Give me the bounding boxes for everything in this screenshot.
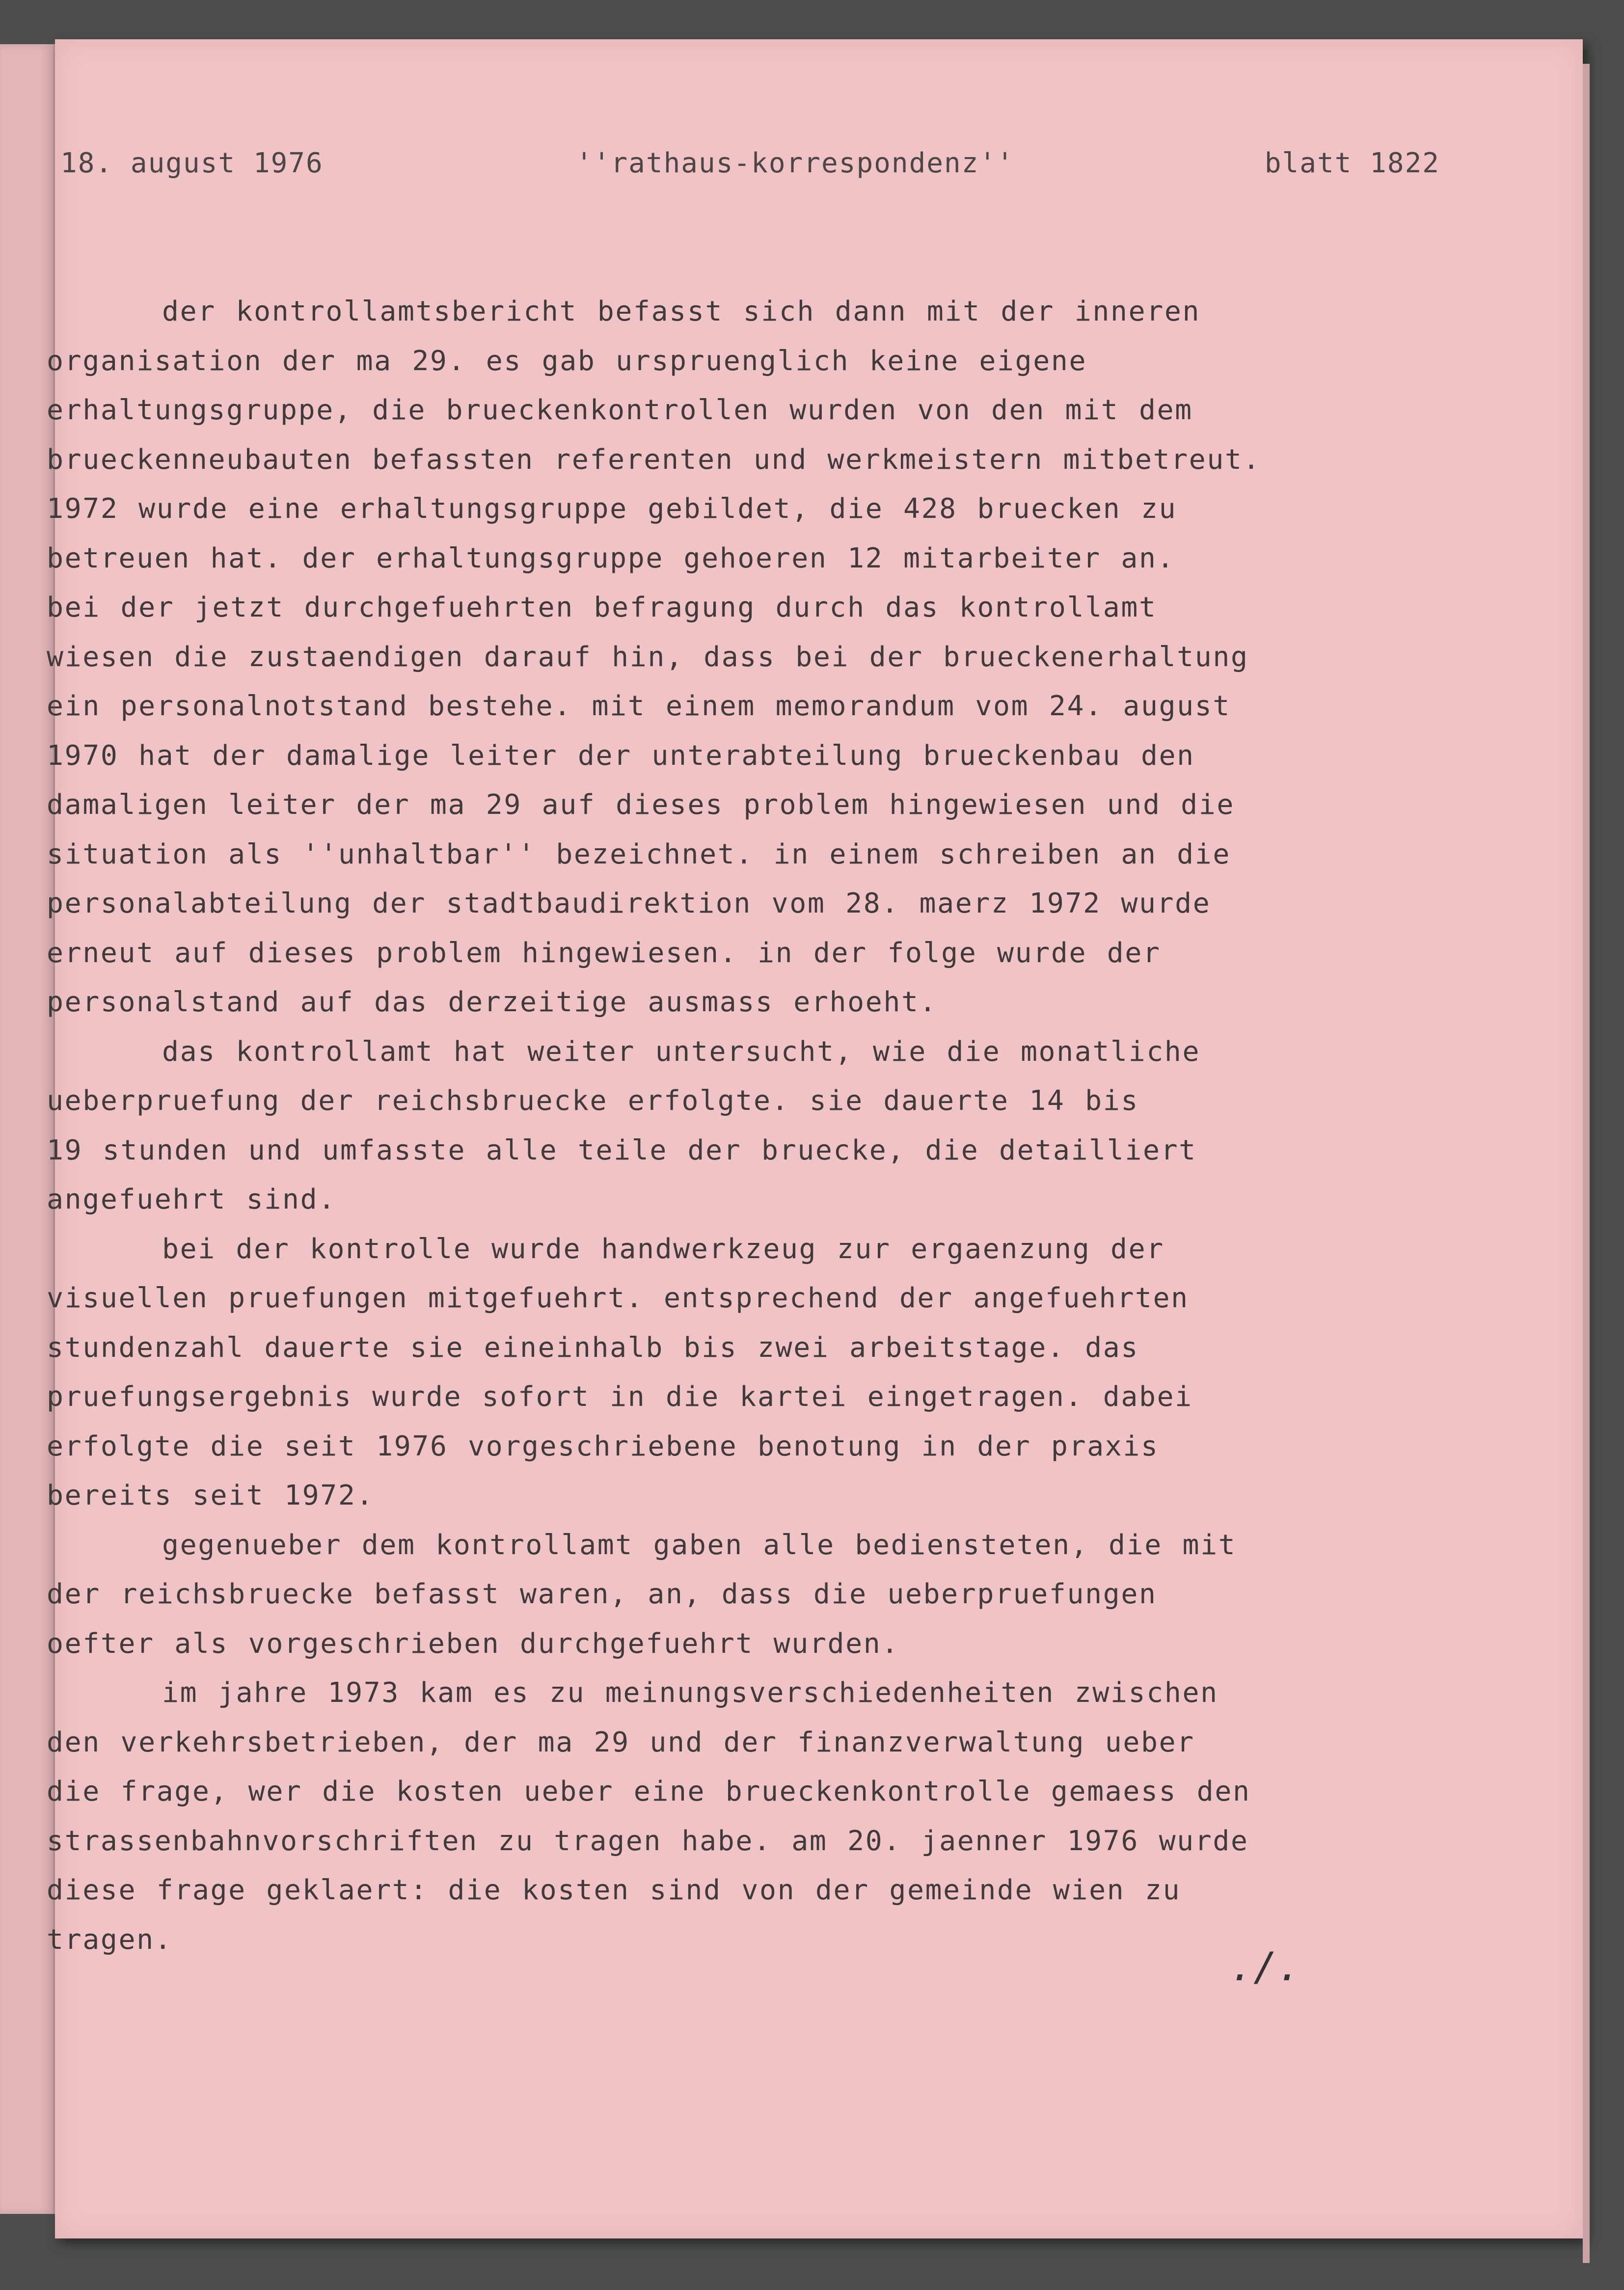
text-line: bei der kontrolle wurde handwerkzeug zur ergaenzung der (162, 1233, 1164, 1265)
header-publication: ''rathaus-korrespondenz'' (576, 147, 1014, 179)
text-line: erhaltungsgruppe, die brueckenkontrollen wurden von den mit dem (47, 394, 1193, 426)
text-line: ein personalnotstand bestehe. mit einem memorandum vom 24. august (47, 690, 1231, 722)
body-text (47, 287, 1461, 1965)
header-date: 18. august 1976 (60, 147, 324, 179)
text-line: 19 stunden und umfasste alle teile der bruecke, die detailliert (47, 1134, 1197, 1166)
text-line: personalstand auf das derzeitige ausmass erhoeht. (47, 986, 938, 1018)
text-line: ueberpruefung der reichsbruecke erfolgte. sie dauerte 14 bis (47, 1085, 1139, 1117)
text-line: das kontrollamt hat weiter untersucht, wie die monatliche (162, 1035, 1201, 1068)
text-line: der kontrollamtsbericht befasst sich dann mit der inneren (162, 296, 1201, 327)
text-line: pruefungsergebnis wurde sofort in die kartei eingetragen. dabei (47, 1381, 1193, 1413)
text-line: gegenueber dem kontrollamt gaben alle bediensteten, die mit (162, 1529, 1237, 1561)
text-line: tragen. (47, 1923, 173, 1956)
text-line: erneut auf dieses problem hingewiesen. in der folge wurde der (47, 937, 1161, 969)
text-line: im jahre 1973 kam es zu meinungsverschiedenheiten zwischen (162, 1677, 1218, 1709)
text-line: stundenzahl dauerte sie eineinhalb bis zwei arbeitstage. das (47, 1331, 1139, 1364)
text-line: strassenbahnvorschriften zu tragen habe. am 20. jaenner 1976 wurde (47, 1825, 1249, 1857)
text-line: diese frage geklaert: die kosten sind von der gemeinde wien zu (47, 1874, 1181, 1906)
text-line: 1970 hat der damalige leiter der unterabteilung brueckenbau den (47, 739, 1195, 772)
sheet-shadow-edge (1583, 64, 1590, 2263)
continuation-mark: ./. (1230, 1944, 1301, 1990)
text-line: organisation der ma 29. es gab urspruenglich keine eigene (47, 345, 1087, 377)
text-line: damaligen leiter der ma 29 auf dieses problem hingewiesen und die (47, 789, 1235, 821)
text-line: situation als ''unhaltbar'' bezeichnet. in einem schreiben an die (47, 838, 1231, 870)
text-line: bereits seit 1972. (47, 1480, 375, 1511)
text-line: 1972 wurde eine erhaltungsgruppe gebildet, die 428 bruecken zu (47, 493, 1177, 525)
text-line: personalabteilung der stadtbaudirektion vom 28. maerz 1972 wurde (47, 888, 1211, 919)
header-page-number: blatt 1822 (1264, 147, 1440, 179)
text-line: der reichsbruecke befasst waren, an, dass die ueberpruefungen (47, 1578, 1157, 1610)
text-line: erfolgte die seit 1976 vorgeschriebene benotung in der praxis (47, 1430, 1159, 1462)
text-line: die frage, wer die kosten ueber eine brueckenkontrolle gemaess den (47, 1776, 1251, 1807)
text-line: oefter als vorgeschrieben durchgefuehrt wurden. (47, 1627, 899, 1660)
text-line: den verkehrsbetrieben, der ma 29 und der finanzverwaltung ueber (47, 1726, 1195, 1758)
text-line: bei der jetzt durchgefuehrten befragung durch das kontrollamt (47, 592, 1157, 623)
page-header (60, 147, 1440, 206)
text-line: wiesen die zustaendigen darauf hin, dass bei der brueckenerhaltung (47, 641, 1249, 673)
text-line: visuellen pruefungen mitgefuehrt. entsprechend der angefuehrten (47, 1282, 1189, 1314)
text-line: angefuehrt sind. (47, 1184, 336, 1215)
text-line: brueckenneubauten befassten referenten und werkmeistern mitbetreut. (47, 443, 1261, 476)
text-line: betreuen hat. der erhaltungsgruppe gehoeren 12 mitarbeiter an. (47, 542, 1175, 574)
